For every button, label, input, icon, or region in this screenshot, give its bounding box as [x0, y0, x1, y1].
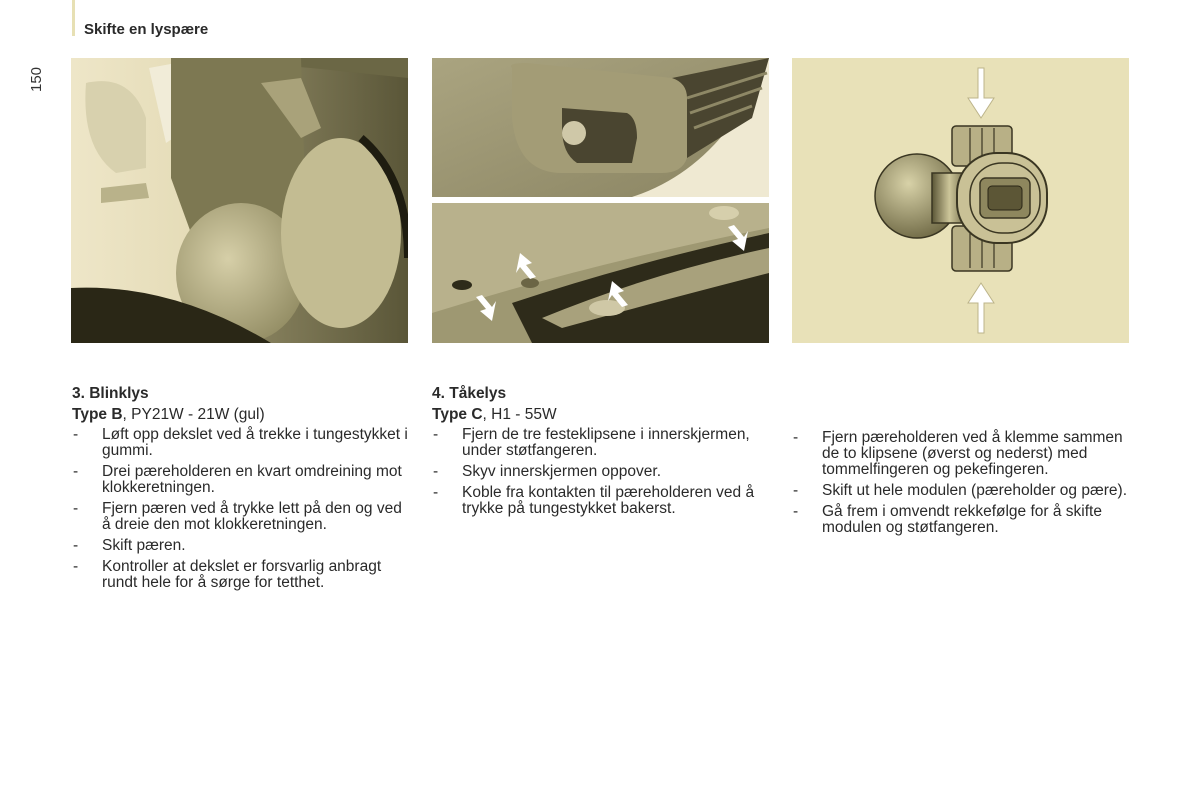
- list-item: - Drei pæreholderen en kvart omdreining mot klokkeretningen.: [73, 463, 402, 496]
- heading-blinklys: 3. Blinklys: [72, 385, 149, 402]
- list-item: - Skift pæren.: [73, 537, 186, 554]
- list-item: - Koble fra kontakten til pæreholderen ved å trykke på tungestykket bakerst.: [433, 484, 755, 517]
- takelys-illustration-bottom: [432, 203, 769, 343]
- heading-takelys: 4. Tåkelys: [432, 385, 507, 402]
- bulb-type: Type B, PY21W - 21W (gul): [72, 406, 265, 423]
- column-module: [792, 430, 1137, 541]
- list-item: - Løft opp dekslet ved å trekke i tungestykket i gummi.: [73, 426, 408, 459]
- section-title: Skifte en lyspære: [84, 21, 209, 38]
- steps-list: [432, 427, 777, 517]
- header-accent-bar: [72, 0, 75, 36]
- list-item: - Gå frem i omvendt rekkefølge for å skifte modulen og støtfangeren.: [793, 503, 1102, 536]
- bulb-type: Type C, H1 - 55W: [432, 406, 557, 423]
- list-item: - Kontroller at dekslet er forsvarlig anbragt rundt hele for å sørge for tetthet.: [73, 558, 382, 591]
- list-item: - Skyv innerskjermen oppover.: [433, 463, 662, 480]
- column-blinklys: [72, 386, 412, 596]
- bulb-module-illustration: [792, 58, 1129, 343]
- list-item: - Skift ut hele modulen (pæreholder og pære).: [793, 482, 1127, 499]
- list-item: - Fjern de tre festeklipsene i innerskjermen, under støtfangeren.: [433, 426, 750, 459]
- column-takelys: [432, 386, 777, 522]
- page-number: 150: [28, 66, 45, 92]
- blinklys-illustration: [71, 58, 408, 343]
- list-item: - Fjern pæren ved å trykke lett på den og ved å dreie den mot klokkeretningen.: [73, 500, 402, 533]
- takelys-illustration-top: [432, 58, 769, 197]
- steps-list: [72, 427, 412, 591]
- steps-list: [792, 430, 1137, 536]
- list-item: - Fjern pæreholderen ved å klemme sammen de to klipsene (øverst og nederst) med tommelfingeren og pekefingeren.: [793, 429, 1123, 478]
